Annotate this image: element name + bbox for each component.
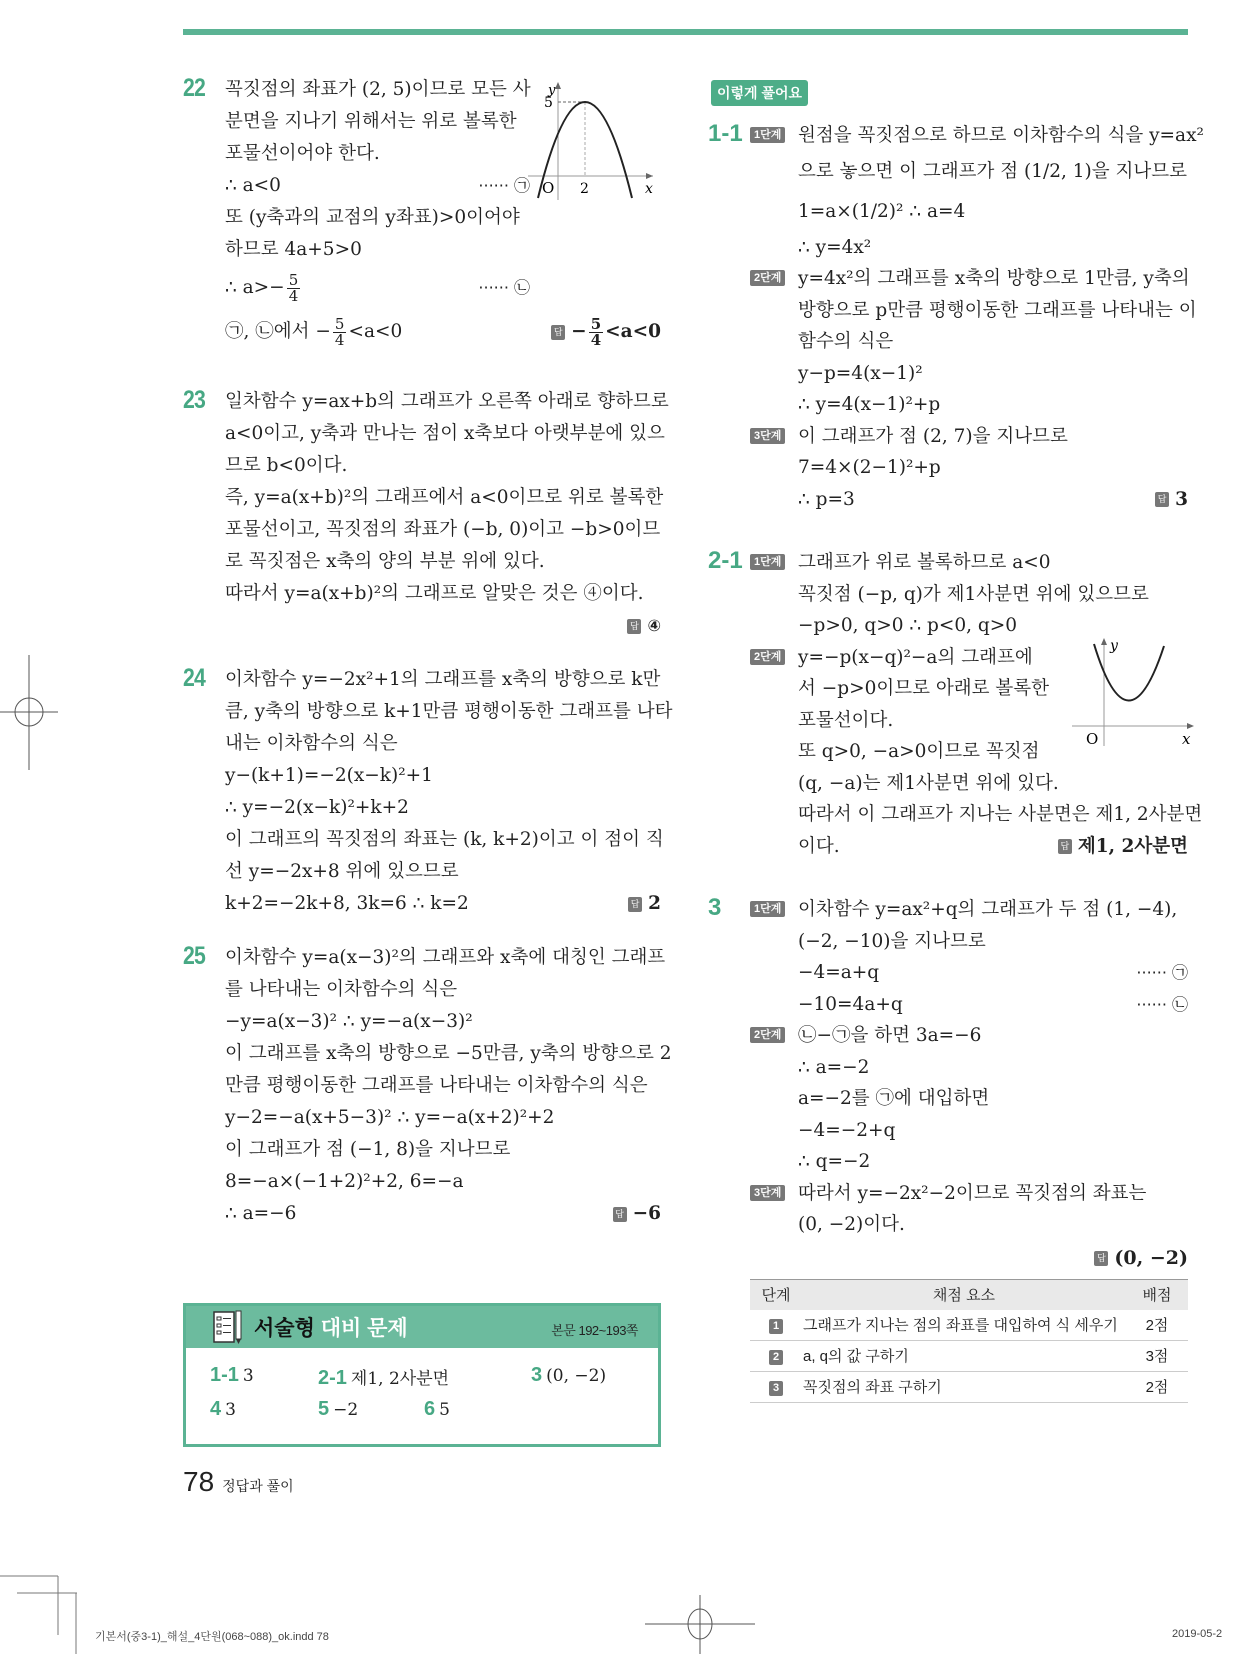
text-line: 단계 bbox=[750, 1279, 802, 1310]
crop-mark-left-icon bbox=[0, 655, 60, 770]
solution-tag: 이렇게 풀어요 bbox=[711, 80, 808, 106]
text-line: −2 bbox=[333, 1400, 359, 1420]
text-line: ∴ y=−2(x−k)²+k+2 bbox=[225, 797, 409, 818]
text-line: 답 bbox=[628, 897, 642, 912]
text-line: x bbox=[1182, 729, 1191, 746]
text-line: 25 bbox=[183, 942, 205, 970]
text-line: 4 bbox=[288, 286, 299, 305]
text-line: 만큼 평행이동한 그래프를 나타내는 이차함수의 식은 bbox=[225, 1075, 648, 1096]
parabola-graph-2-1 bbox=[1072, 636, 1197, 746]
text-line: −6 bbox=[632, 1203, 661, 1224]
answer-24 bbox=[628, 888, 661, 920]
text-line: 이 그래프가 점 (−1, 8)을 지나므로 bbox=[225, 1139, 511, 1160]
text-line: y−p=4(x−1)² bbox=[798, 362, 923, 384]
text-line: 따라서 y=a(x+b)²의 그래프로 알맞은 것은 ④이다. bbox=[225, 583, 644, 604]
text-line: 꼭짓점 (−p, q)가 제1사분면 위에 있으므로 bbox=[798, 583, 1149, 605]
step-badge: 1단계 bbox=[750, 127, 785, 143]
step-badge: 1단계 bbox=[750, 554, 785, 570]
text-line: ④ bbox=[647, 616, 661, 635]
text-line: 그래프가 지나는 점의 좌표를 대입하여 식 세우기 bbox=[802, 1310, 1126, 1341]
text-line: 그래프가 위로 볼록하므로 a<0 bbox=[798, 552, 1051, 573]
text-line: 1 bbox=[769, 1319, 783, 1334]
problem-24 bbox=[183, 664, 673, 920]
text-line: 포물선이고, 꼭짓점의 좌표가 (−b, 0)이고 −b>0이므 bbox=[225, 519, 661, 540]
text-line: 답 bbox=[627, 619, 641, 634]
review-item bbox=[210, 1398, 236, 1421]
step-badge: 1단계 bbox=[750, 901, 785, 917]
text-line: 내는 이차함수의 식은 bbox=[225, 733, 398, 754]
text-line: 이 그래프가 점 (2, 7)을 지나므로 bbox=[798, 425, 1068, 447]
problem-22 bbox=[183, 74, 661, 364]
text-line: 2 bbox=[769, 1350, 783, 1365]
text-line: a=−2를 ㉠에 대입하면 bbox=[798, 1088, 990, 1109]
text-line: 1-1 bbox=[210, 1364, 239, 1386]
right-column bbox=[708, 80, 1204, 1403]
text-line: 제1, 2사분면 bbox=[350, 1369, 450, 1389]
text-line: 이 그래프를 x축의 방향으로 −5만큼, y축의 방향으로 2 bbox=[225, 1043, 672, 1064]
text-line: ······ ㉡ bbox=[478, 278, 530, 297]
review-page-reference: 본문 192~193쪽 bbox=[551, 1323, 638, 1338]
text-line: y bbox=[1110, 637, 1118, 654]
review-item bbox=[318, 1398, 358, 1421]
text-line: 답 bbox=[613, 1207, 627, 1222]
text-line: 3 bbox=[242, 1366, 254, 1386]
text-line: 2점 bbox=[1126, 1371, 1188, 1402]
text-line: 배점 bbox=[1126, 1279, 1188, 1310]
text-line: 므로 b<0이다. bbox=[225, 455, 348, 476]
text-line: 따라서 이 그래프가 지나는 사분면은 제1, 2사분면 bbox=[798, 804, 1203, 825]
text-line: 큼, y축의 방향으로 k+1만큼 평행이동한 그래프를 나타 bbox=[225, 701, 673, 722]
text-line: 7=4×(2−1)²+p bbox=[798, 457, 941, 478]
text-line: 일차함수 y=ax+b의 그래프가 오른쪽 아래로 향하므로 bbox=[225, 391, 669, 412]
text-line: 포물선이다. bbox=[798, 709, 894, 731]
text-line: y−2=−a(x+5−3)² ∴ y=−a(x+2)²+2 bbox=[225, 1107, 555, 1128]
table-row bbox=[750, 1340, 1188, 1371]
text-line: 2점 bbox=[1126, 1310, 1188, 1341]
text-line: 3 bbox=[1175, 488, 1188, 510]
review-item bbox=[531, 1364, 606, 1387]
text-line: 1=a×(1/2)² ∴ a=4 bbox=[798, 200, 966, 222]
solution-1-1 bbox=[708, 120, 1204, 515]
text-line: 3 bbox=[225, 1400, 236, 1420]
text-line: 4 bbox=[210, 1398, 222, 1420]
text-line: 방향으로 p만큼 평행이동한 그래프를 나타내는 이 bbox=[798, 299, 1197, 321]
text-line: 또 (y축과의 교점의 y좌표)>0이어야 bbox=[225, 207, 520, 228]
text-line: 를 나타내는 이차함수의 식은 bbox=[225, 979, 458, 1000]
text-line: 원점을 꼭짓점으로 하므로 이차함수의 식을 y=ax² bbox=[798, 125, 1204, 146]
text-line: 23 bbox=[183, 386, 205, 414]
text-line: 2 bbox=[648, 893, 661, 914]
step-badge: 2단계 bbox=[750, 649, 785, 665]
answer-3 bbox=[708, 1241, 1188, 1275]
step-badge: 3단계 bbox=[750, 1185, 785, 1201]
review-item bbox=[210, 1364, 254, 1387]
text-line: <a<0 bbox=[605, 321, 661, 342]
text-line: <a<0 bbox=[348, 321, 403, 342]
text-line: 4 bbox=[590, 330, 602, 349]
text-line: 제1, 2사분면 bbox=[1077, 835, 1188, 857]
review-answers-box bbox=[183, 1303, 661, 1447]
text-line: 24 bbox=[183, 664, 205, 692]
text-line: 대비 문제 bbox=[320, 1317, 408, 1340]
text-line: ∴ a>− bbox=[225, 277, 285, 298]
text-line: 즉, y=a(x+b)²의 그래프에서 a<0이므로 위로 볼록한 bbox=[225, 487, 664, 508]
text-line: 이차함수 y=−2x²+1의 그래프를 x축의 방향으로 k만 bbox=[225, 669, 661, 690]
checklist-pencil-icon bbox=[212, 1309, 244, 1345]
text-line: − bbox=[571, 321, 587, 342]
answer-23 bbox=[225, 610, 661, 642]
answer-1-1 bbox=[1155, 484, 1188, 516]
answer-25 bbox=[613, 1198, 661, 1230]
text-line: ㉡−㉠을 하면 3a=−6 bbox=[798, 1025, 982, 1046]
text-line: a, q의 값 구하기 bbox=[802, 1340, 1126, 1371]
text-line: 2-1 bbox=[708, 547, 743, 574]
text-line: 4 bbox=[334, 330, 345, 349]
review-header bbox=[186, 1306, 658, 1348]
step-badge: 2단계 bbox=[750, 270, 785, 286]
text-line: ······ ㉡ bbox=[1136, 994, 1188, 1014]
text-line: 3점 bbox=[1126, 1340, 1188, 1371]
text-line: 3 bbox=[531, 1364, 543, 1386]
text-line: 또 q>0, −a>0이므로 꼭짓점 bbox=[798, 741, 1040, 762]
text-line: −10=4a+q bbox=[798, 993, 903, 1015]
text-line: 5 bbox=[334, 314, 345, 333]
text-line: 답 bbox=[1058, 839, 1072, 854]
text-line: −y=a(x−3)² ∴ y=−a(x−3)² bbox=[225, 1011, 473, 1032]
text-line: O bbox=[542, 179, 555, 197]
text-line: y bbox=[548, 83, 556, 98]
text-line: ∴ y=4x² bbox=[798, 236, 872, 258]
text-line: ∴ a<0 bbox=[225, 175, 281, 196]
step-badge: 2단계 bbox=[750, 1027, 785, 1043]
text-line: 이 그래프의 꼭짓점의 좌표는 (k, k+2)이고 이 점이 직 bbox=[225, 829, 664, 850]
text-line: (0, −2) bbox=[546, 1366, 607, 1386]
text-line: 서 −p>0이므로 아래로 볼록한 bbox=[798, 678, 1049, 699]
crop-mark-bottom-left-icon bbox=[0, 1575, 80, 1654]
text-line: 선 y=−2x+8 위에 있으므로 bbox=[225, 861, 459, 882]
table-row bbox=[750, 1310, 1188, 1341]
text-line: 채점 요소 bbox=[802, 1279, 1126, 1310]
answer-2-1 bbox=[1058, 831, 1188, 863]
text-line: 5 bbox=[590, 314, 602, 333]
text-line: (0, −2)이다. bbox=[798, 1214, 905, 1235]
text-line: ∴ p=3 bbox=[798, 488, 855, 510]
text-line: ∴ a=−2 bbox=[798, 1056, 870, 1078]
text-line: 답 bbox=[1094, 1251, 1108, 1266]
text-line: 분면을 지나기 위해서는 위로 볼록한 bbox=[225, 111, 517, 132]
text-line: ㉠, ㉡에서 − bbox=[225, 321, 331, 342]
text-line: ······ ㉠ bbox=[478, 176, 530, 195]
text-line: O bbox=[1086, 729, 1099, 746]
text-line: (−2, −10)을 지나므로 bbox=[798, 930, 986, 952]
text-line: ······ ㉠ bbox=[1136, 963, 1188, 982]
text-line: k+2=−2k+8, 3k=6 ∴ k=2 bbox=[225, 893, 469, 914]
text-line: 하므로 4a+5>0 bbox=[225, 239, 362, 260]
scoring-table bbox=[750, 1279, 1188, 1403]
text-line: ∴ q=−2 bbox=[798, 1151, 871, 1172]
text-line: 답 bbox=[1155, 492, 1169, 507]
print-slug-date: 2019-05-2 bbox=[1172, 1628, 1223, 1640]
top-accent-bar bbox=[183, 29, 1188, 35]
text-line: 5 bbox=[318, 1398, 330, 1420]
text-line: 3 bbox=[708, 894, 722, 921]
print-slug-filename: 기본서(중3-1)_해설_4단원(068~088)_ok.indd 78 bbox=[95, 1631, 329, 1643]
text-line: 2-1 bbox=[318, 1367, 347, 1389]
text-line: −p>0, q>0 ∴ p<0, q>0 bbox=[798, 615, 1018, 636]
parabola-graph-22 bbox=[528, 80, 658, 200]
crop-mark-bottom-center-icon bbox=[640, 1595, 760, 1654]
solution-3 bbox=[708, 894, 1188, 1275]
problem-23 bbox=[183, 386, 669, 642]
text-line: 함수의 식은 bbox=[798, 331, 894, 352]
page-footer bbox=[183, 1466, 294, 1498]
text-line: 서술형 bbox=[254, 1317, 315, 1340]
text-line: 으로 놓으면 이 그래프가 점 (1/2, 1)을 지나므로 bbox=[798, 160, 1187, 182]
text-line: 따라서 y=−2x²−2이므로 꼭짓점의 좌표는 bbox=[798, 1182, 1147, 1204]
text-line: −4=a+q bbox=[798, 962, 880, 983]
text-line: (q, −a)는 제1사분면 위에 있다. bbox=[798, 772, 1059, 794]
text-line: x bbox=[645, 181, 653, 197]
text-line: 5 bbox=[439, 1400, 450, 1420]
table-row bbox=[750, 1371, 1188, 1402]
review-title bbox=[254, 1312, 408, 1342]
problem-number: 22 bbox=[183, 74, 205, 102]
solution-2-1 bbox=[708, 547, 1203, 862]
text-line: ∴ a=−6 bbox=[225, 1203, 297, 1224]
text-line: a<0이고, y축과 만나는 점이 x축보다 아랫부분에 있으 bbox=[225, 423, 665, 444]
page-number: 78 bbox=[183, 1466, 215, 1497]
text-line: 이차함수 y=ax²+q의 그래프가 두 점 (1, −4), bbox=[798, 899, 1178, 920]
text-line: y−(k+1)=−2(x−k)²+1 bbox=[225, 765, 433, 786]
text-line: 이차함수 y=a(x−3)²의 그래프와 x축에 대칭인 그래프 bbox=[225, 947, 666, 968]
text-line: −4=−2+q bbox=[798, 1119, 896, 1141]
text-line: y=−p(x−q)²−a의 그래프에 bbox=[798, 646, 1033, 668]
text-line: 2 bbox=[580, 181, 589, 197]
text-line: 이다. bbox=[798, 835, 840, 857]
review-item bbox=[424, 1398, 450, 1421]
text-line: 3 bbox=[769, 1381, 783, 1396]
text-line: 5 bbox=[544, 95, 553, 111]
text-line: 꼭짓점의 좌표 구하기 bbox=[802, 1371, 1126, 1402]
text-line: 로 꼭짓점은 x축의 양의 부분 위에 있다. bbox=[225, 551, 545, 572]
text-line: (0, −2) bbox=[1114, 1246, 1188, 1269]
text-line: 꼭짓점의 좌표가 (2, 5)이므로 모든 사 bbox=[225, 79, 531, 100]
text-line: ∴ y=4(x−1)²+p bbox=[798, 394, 941, 415]
text-line: 포물선이어야 한다. bbox=[225, 143, 380, 164]
text-line: 8=−a×(−1+2)²+2, 6=−a bbox=[225, 1171, 464, 1192]
review-item bbox=[318, 1364, 449, 1390]
page-label: 정답과 풀이 bbox=[222, 1478, 294, 1494]
text-line: y=4x²의 그래프를 x축의 방향으로 1만큼, y축의 bbox=[798, 268, 1190, 289]
text-line: 답 bbox=[551, 325, 565, 340]
text-line: 6 bbox=[424, 1398, 436, 1420]
step-badge: 3단계 bbox=[750, 428, 785, 444]
answer-22 bbox=[551, 310, 661, 354]
left-column bbox=[183, 74, 673, 1252]
text-line: 5 bbox=[288, 270, 299, 289]
problem-25 bbox=[183, 942, 672, 1230]
text-line: 1-1 bbox=[708, 120, 743, 147]
